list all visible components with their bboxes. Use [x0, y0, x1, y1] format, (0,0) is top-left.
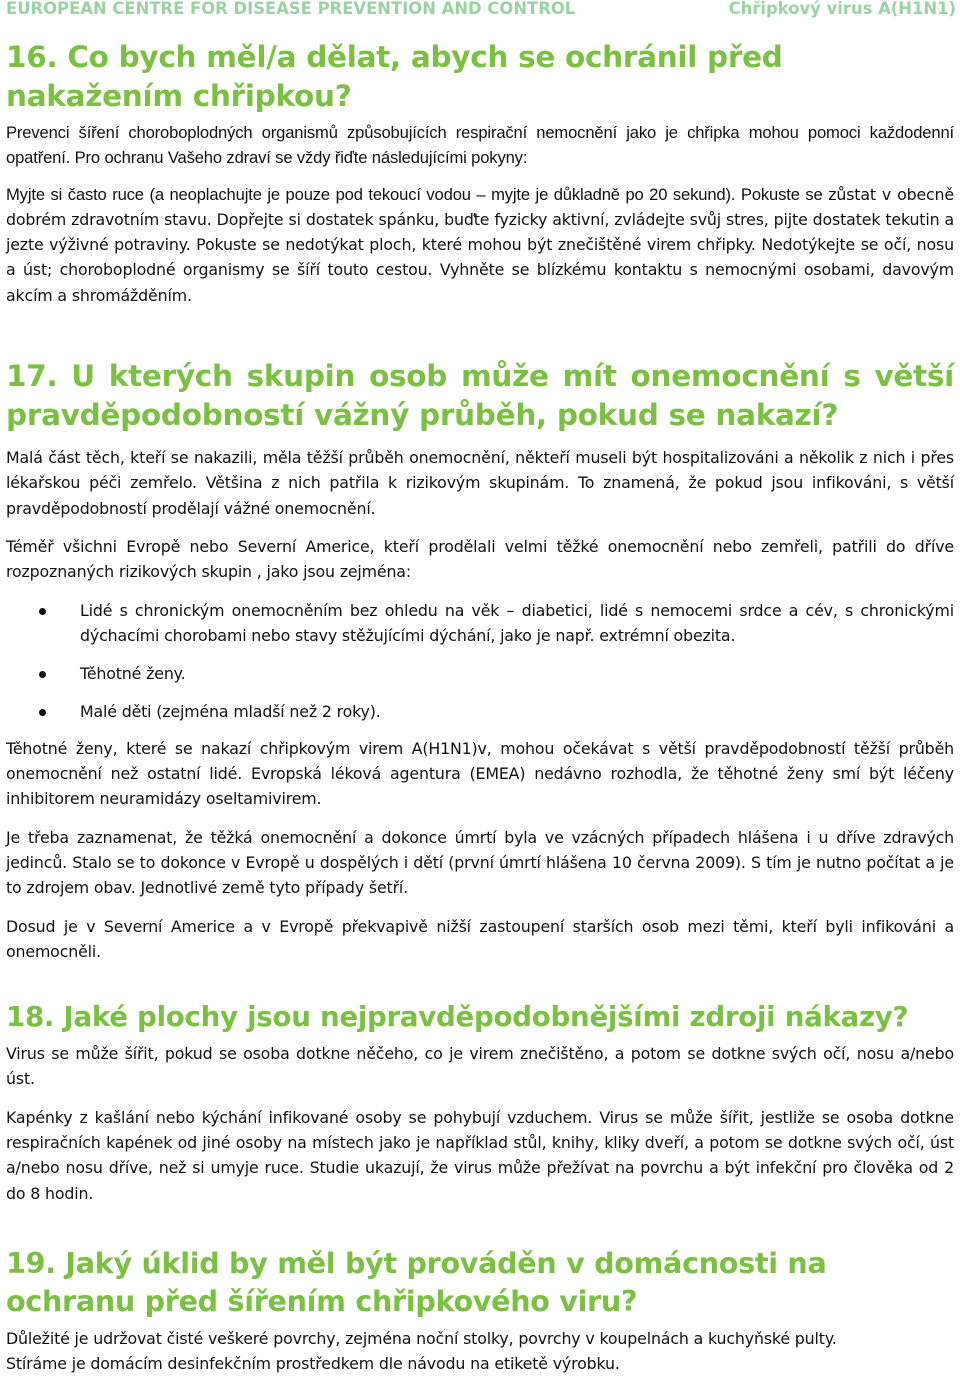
bullet-icon [39, 709, 46, 716]
section-18-heading: 18. Jaké plochy jsou nejpravděpodobnějšími zdroji nákazy? [6, 1000, 909, 1034]
section-16-intro: Prevenci šíření choroboplodných organismů způsobujících respirační nemocnění jako je chřipka mohou pomoci každodenní opatření. Pro ochranu Vašeho zdraví se vždy řiďte následujícími pokyny: [6, 123, 954, 168]
section-19-line-1: Důležité je udržovat čisté veškeré povrchy, zejména noční stolky, povrchy v koupelnách a kuchyňské pulty. [6, 1328, 837, 1348]
risk-groups-list [6, 598, 954, 725]
section-16-guidelines-handwash: Myjte si často ruce (a neoplachujte je pouze pod tekoucí vodou – myjte je důkladně po 20 sekund). Pokuste se [6, 184, 829, 204]
risk-group-text: Malé děti (zejména mladší než 2 roky). [80, 702, 381, 722]
section-17-paragraph-4: Je třeba zaznamenat, že těžká onemocnění a dokonce úmrtí byla ve vzácných případech hlášena i u dříve zdravých jedinců. Stalo se to dokonce v Evropě u dospělých i dětí (první úmrtí hlášena 10 června 2009). S tím je nutno počítat a je to zdrojem obav. Jednotlivé země tyto případy šetří. [6, 827, 954, 898]
section-17 [6, 357, 954, 964]
risk-group-item [6, 699, 954, 724]
section-18-paragraph-2: Kapénky z kašlání nebo kýchání infikované osoby se pohybují vzduchem. Virus se může šířit, jestliže se osoba dotkne respiračních kapének od jiné osoby na místech jako je například stůl, knihy, kliky dveří, a potom se dotkne svých očí, úst a/nebo nosu dříve, než si umyje ruce. Studie ukazují, že virus může přežívat na povrchu a být infekční pro člověka od 2 do 8 hodin. [6, 1107, 954, 1203]
section-17-paragraph-3: Těhotné ženy, které se nakazí chřipkovým virem A(H1N1)v, mohou očekávat s větší pravděpodobností těžší průběh onemocnění než ostatní lidé. Evropská léková agentura (EMEA) nedávno rozhodla, že těhotné ženy smí být léčeny inhibitorem neuramidázy oseltamivirem. [6, 738, 954, 809]
section-17-paragraph-5: Dosud je v Severní Americe a v Evropě překvapivě nižší zastoupení starších osob mezi těmi, kteří byli infikováni a onemocněli. [6, 916, 954, 961]
page-content [6, 38, 954, 1377]
section-19 [6, 1244, 954, 1377]
risk-group-item [6, 598, 954, 649]
running-header [6, 0, 956, 25]
section-17-heading: 17. U kterých skupin osob může mít onemocnění s větší pravděpodobností vážný průběh, pokud se nakazí? [6, 359, 954, 433]
section-18 [6, 999, 954, 1206]
section-16 [6, 38, 954, 308]
bullet-icon [39, 671, 46, 678]
section-19-heading: 19. Jaký úklid by měl být prováděn v domácnosti na ochranu před šířením chřipkového viru? [6, 1245, 827, 1318]
section-17-paragraph-1: Malá část těch, kteří se nakazili, měla těžší průběh onemocnění, někteří museli být hospitalizováni a několik z nich i přes lékařskou péči zemřelo. Většina z nich patřila k rizikovým skupinám. To znamená, že pokud jsou infikováni, s větší pravděpodobností prodělají vážné onemocnění. [6, 448, 954, 518]
section-16-guidelines-rest: zůstat v obecně dobrém zdravotním stavu. Dopřejte si dostatek spánku, buďte fyzicky aktivní, zvládejte svůj stres, pijte dostatek tekutin a jezte výživné potraviny. Pokuste se nedotýkat ploch, které mohou být znečištěné virem chřipky. Nedotýkejte se očí, nosu a úst; choroboplodné organismy se šíří touto cestou. Vyhněte se blízkému kontaktu s nemocnými osobami, davovým akcím a shromážděním. [6, 184, 954, 305]
section-16-guidelines [6, 182, 954, 308]
bullet-icon [39, 608, 46, 615]
section-16-heading: 16. Co bych měl/a dělat, abych se ochránil před nakažením chřipkou? [6, 40, 783, 113]
header-document-title: Chřipkový virus A(H1N1) [728, 0, 956, 18]
risk-group-text: Lidé s chronickým onemocněním bez ohledu na věk – diabetici, lidé s nemocemi srdce a cév, s chronickými dýchacími chorobami nebo stavy stěžujícími dýchání, jako je např. extrémní obezita. [80, 600, 954, 645]
header-organization: EUROPEAN CENTRE FOR DISEASE PREVENTION AND CONTROL [6, 0, 576, 18]
section-17-paragraph-2: Téměř všichni Evropě nebo Severní Americe, kteří prodělali velmi těžké onemocnění nebo zemřeli, patřili do dříve rozpoznaných rizikových skupin , jako jsou zejména: [6, 536, 954, 582]
risk-group-text: Těhotné ženy. [80, 664, 186, 684]
section-18-paragraph-1: Virus se může šířit, pokud se osoba dotkne něčeho, co je virem znečištěno, a potom se dotkne svých očí, nosu a/nebo úst. [6, 1044, 954, 1089]
risk-group-item [6, 661, 954, 686]
section-19-line-2: Stíráme je domácím desinfekčním prostředkem dle návodu na etiketě výrobku. [6, 1354, 620, 1374]
section-19-paragraph [6, 1326, 954, 1377]
